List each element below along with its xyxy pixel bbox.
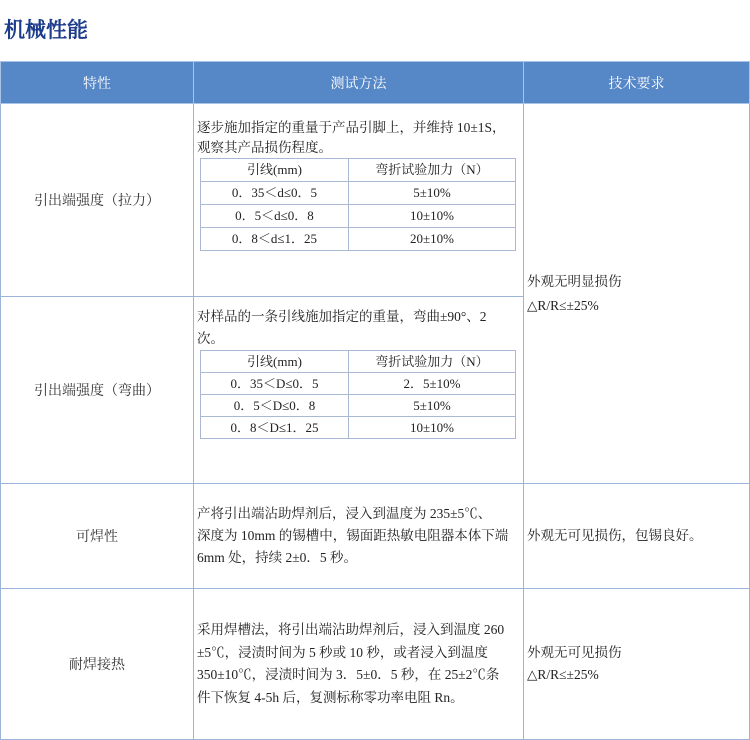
sub-table-cell: 0．5＜D≤0．8 [201,395,349,417]
sub-table-cell: 10±10% [349,205,516,228]
requirement-text-line: △R/R≤±25% [527,667,599,682]
requirement-text-line: 外观无明显损伤 [527,273,622,289]
requirement-text-line: 外观无可见损伤，包锡良好。 [527,528,703,543]
test-method-cell [194,297,524,484]
requirement-cell [524,589,750,740]
table-row [1,104,750,297]
method-text-line: 次。 [197,331,224,346]
characteristic-cell: 可焊性 [1,484,194,589]
page-title: 机械性能 [4,18,88,42]
sub-table-row [201,205,516,228]
requirement-text-line: △R/R≤±25% [527,297,599,313]
sub-table-cell: 5±10% [349,182,516,205]
sub-table-cell: 0．8＜D≤1．25 [201,417,349,439]
method-text-line: 6mm 处，持续 2±0．5 秒。 [197,550,358,565]
sub-table-header-cell: 引线(mm) [201,159,349,182]
table-row [1,589,750,740]
method-text-line: 件下恢复 4-5h 后，复测标称零功率电阻 Rn。 [197,689,464,705]
characteristic-cell: 引出端强度（弯曲） [1,297,194,484]
sub-table-header-row [201,159,516,182]
sub-table-cell: 10±10% [349,417,516,439]
spec-table [0,61,750,740]
characteristic-cell: 引出端强度（拉力） [1,104,194,297]
sub-table-cell: 0．5＜d≤0．8 [201,205,349,228]
header-cell-characteristic: 特性 [1,62,194,104]
sub-table [200,350,516,439]
sub-table-row [201,395,516,417]
method-text-line: 产将引出端沾助焊剂后，浸入到温度为 235±5℃、 [197,506,492,521]
sub-table-row [201,182,516,205]
table-row [1,484,750,589]
method-text-line: 对样品的一条引线施加指定的重量，弯曲±90°、2 [197,309,487,324]
sub-table-header-cell: 引线(mm) [201,351,349,373]
requirement-text-line: 外观无可见损伤 [527,645,622,660]
method-text-line: 观察其产品损伤程度。 [197,140,332,155]
method-text-line: 采用焊槽法，将引出端沾助焊剂后，浸入到温度 260 [197,622,505,637]
method-text-line: 逐步施加指定的重量于产品引脚上，并维持 10±1S， [197,120,506,135]
sub-table-cell: 0．35＜D≤0．5 [201,373,349,395]
sub-table [200,158,516,251]
test-method-cell [194,104,524,297]
requirement-cell [524,104,750,484]
sub-table-cell: 0．8＜d≤1．25 [201,228,349,251]
sub-table-cell: 5±10% [349,395,516,417]
test-method-cell [194,484,524,589]
sub-table-header-cell: 弯折试验加力（N） [349,351,516,373]
characteristic-cell: 耐焊接热 [1,589,194,740]
test-method-cell [194,589,524,740]
method-text-line: ±5℃，浸渍时间为 5 秒或 10 秒，或者浸入到温度 [197,644,488,660]
sub-table-row [201,417,516,439]
sub-table-cell: 20±10% [349,228,516,251]
method-text-line: 350±10℃，浸渍时间为 3．5±0．5 秒，在 25±2℃条 [197,667,500,682]
sub-table-row [201,228,516,251]
sub-table-cell: 2．5±10% [349,373,516,395]
requirement-cell [524,484,750,589]
table-header-row [1,62,750,104]
sub-table-header-cell: 弯折试验加力（N） [349,159,516,182]
sub-table-header-row [201,351,516,373]
method-text-line: 深度为 10mm 的锡槽中，锡面距热敏电阻器本体下端 [197,528,509,543]
sub-table-cell: 0．35＜d≤0．5 [201,182,349,205]
header-cell-requirement: 技术要求 [524,62,750,104]
sub-table-row [201,373,516,395]
header-cell-test-method: 测试方法 [194,62,524,104]
